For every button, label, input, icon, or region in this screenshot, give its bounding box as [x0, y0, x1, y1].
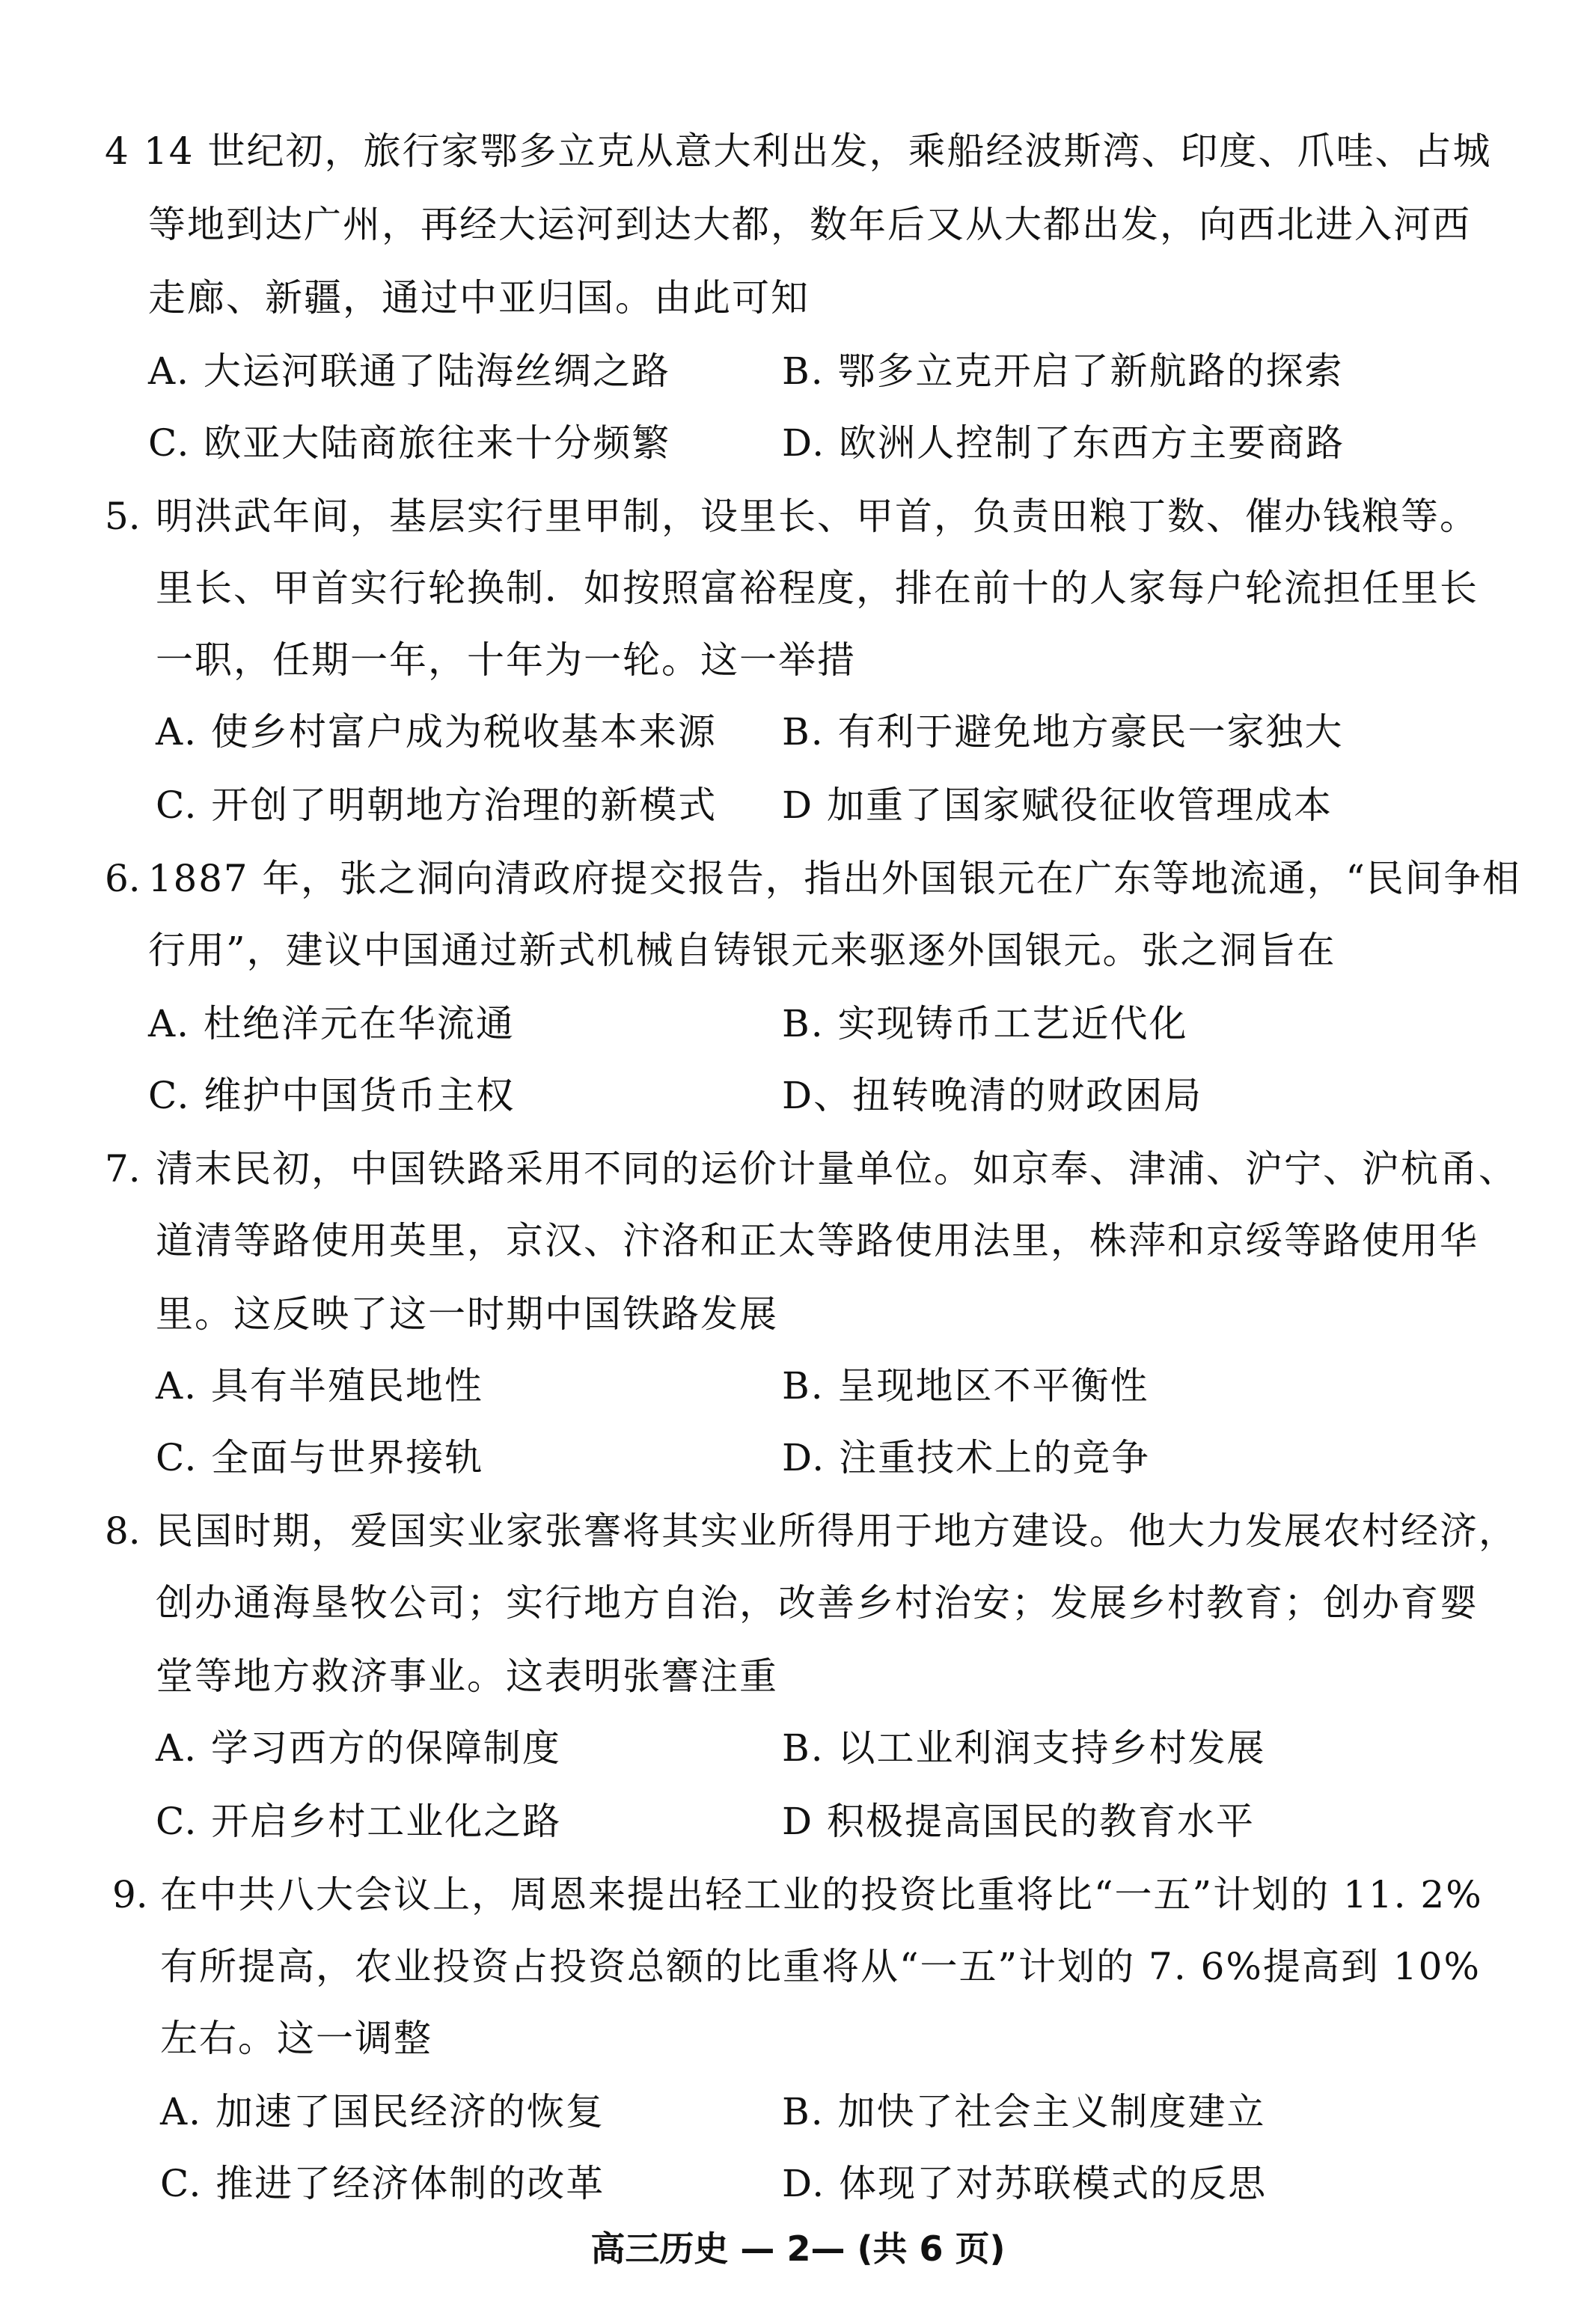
- question-9-option-d: D. 体现了对苏联模式的反思: [782, 2162, 1268, 2205]
- question-5-line-2: 里长、甲首实行轮换制．如按照富裕程度，排在前十的人家每户轮流担任里长: [156, 566, 1479, 610]
- question-4-number: 4: [105, 129, 129, 173]
- question-6-line-2: 行用”，建议中国通过新式机械自铸银元来驱逐外国银元。张之洞旨在: [148, 929, 1336, 972]
- question-7-option-c: C. 全面与世界接轨: [156, 1436, 484, 1479]
- question-5-option-b: B. 有利于避免地方豪民一家独大: [782, 710, 1344, 754]
- question-6-line-1: 1887 年，张之洞向清政府提交报告，指出外国银元在广东等地流通，“民间争相: [148, 857, 1521, 900]
- question-4-option-d: D. 欧洲人控制了东西方主要商路: [782, 421, 1345, 465]
- question-7-line-2: 道清等路使用英里，京汉、汴洛和正太等路使用法里，株萍和京绥等路使用华: [156, 1219, 1479, 1262]
- question-4-option-a: A. 大运河联通了陆海丝绸之路: [148, 349, 670, 393]
- question-9-number: 9.: [112, 1873, 148, 1916]
- question-6-option-b: B. 实现铸币工艺近代化: [782, 1002, 1188, 1045]
- question-9-line-1: 在中共八大会议上，周恩来提出轻工业的投资比重将比“一五”计划的 11. 2%: [160, 1873, 1483, 1916]
- question-8-line-2: 创办通海垦牧公司；实行地方自治，改善乡村治安；发展乡村教育；创办育婴: [156, 1581, 1479, 1625]
- question-8-line-1: 民国时期，爱国实业家张謇将其实业所得用于地方建设。他大力发展农村经济，: [156, 1509, 1517, 1553]
- question-9-line-2: 有所提高，农业投资占投资总额的比重将从“一五”计划的 7. 6%提高到 10%: [160, 1945, 1481, 1988]
- question-5-option-d: D 加重了国家赋役征收管理成本: [782, 783, 1333, 827]
- question-8-option-c: C. 开启乡村工业化之路: [156, 1800, 562, 1843]
- question-9-option-a: A. 加速了国民经济的恢复: [160, 2090, 605, 2133]
- question-6-option-a: A. 杜绝洋元在华流通: [148, 1002, 515, 1045]
- question-4-option-b: B. 鄂多立克开启了新航路的探索: [782, 349, 1344, 393]
- question-5-number: 5.: [105, 495, 141, 538]
- question-9-option-c: C. 推进了经济体制的改革: [160, 2162, 605, 2205]
- question-4-line-2: 等地到达广州，再经大运河到达大都，数年后又从大都出发，向西北进入河西: [148, 203, 1471, 246]
- question-4-line-1: 14 世纪初，旅行家鄂多立克从意大利出发，乘船经波斯湾、印度、爪哇、占城: [144, 129, 1492, 173]
- question-6-number: 6.: [105, 857, 141, 900]
- question-8-option-d: D 积极提高国民的教育水平: [782, 1800, 1255, 1843]
- question-9-line-3: 左右。这一调整: [160, 2017, 432, 2060]
- question-6-option-c: C. 维护中国货币主权: [148, 1074, 516, 1117]
- question-7-option-d: D. 注重技术上的竞争: [782, 1436, 1151, 1479]
- question-4-option-c: C. 欧亚大陆商旅往来十分频繁: [148, 421, 671, 465]
- question-4-line-3: 走廊、新疆，通过中亚归国。由此可知: [148, 276, 810, 320]
- question-9-option-b: B. 加快了社会主义制度建立: [782, 2090, 1266, 2133]
- page-footer: 高三历史 — 2— (共 6 页): [590, 2228, 1006, 2269]
- question-8-option-a: A. 学习西方的保障制度: [156, 1726, 561, 1770]
- question-5-option-c: C. 开创了明朝地方治理的新模式: [156, 783, 718, 827]
- question-7-option-b: B. 呈现地区不平衡性: [782, 1364, 1149, 1408]
- question-7-option-a: A. 具有半殖民地性: [156, 1364, 483, 1408]
- question-7-number: 7.: [105, 1147, 141, 1191]
- question-8-number: 8.: [105, 1509, 141, 1553]
- question-8-option-b: B. 以工业利润支持乡村发展: [782, 1726, 1266, 1770]
- question-5-option-a: A. 使乡村富户成为税收基本来源: [156, 710, 717, 754]
- question-5-line-1: 明洪武年间，基层实行里甲制，设里长、甲首，负责田粮丁数、催办钱粮等。: [156, 495, 1479, 538]
- question-7-line-1: 清末民初，中国铁路采用不同的运价计量单位。如京奉、津浦、沪宁、沪杭甬、: [156, 1147, 1517, 1191]
- question-6-option-d: D、扭转晚清的财政困局: [782, 1074, 1203, 1117]
- question-8-line-3: 堂等地方救济事业。这表明张謇注重: [156, 1655, 778, 1698]
- question-7-line-3: 里。这反映了这一时期中国铁路发展: [156, 1292, 778, 1336]
- question-5-line-3: 一职，任期一年，十年为一轮。这一举措: [156, 638, 856, 682]
